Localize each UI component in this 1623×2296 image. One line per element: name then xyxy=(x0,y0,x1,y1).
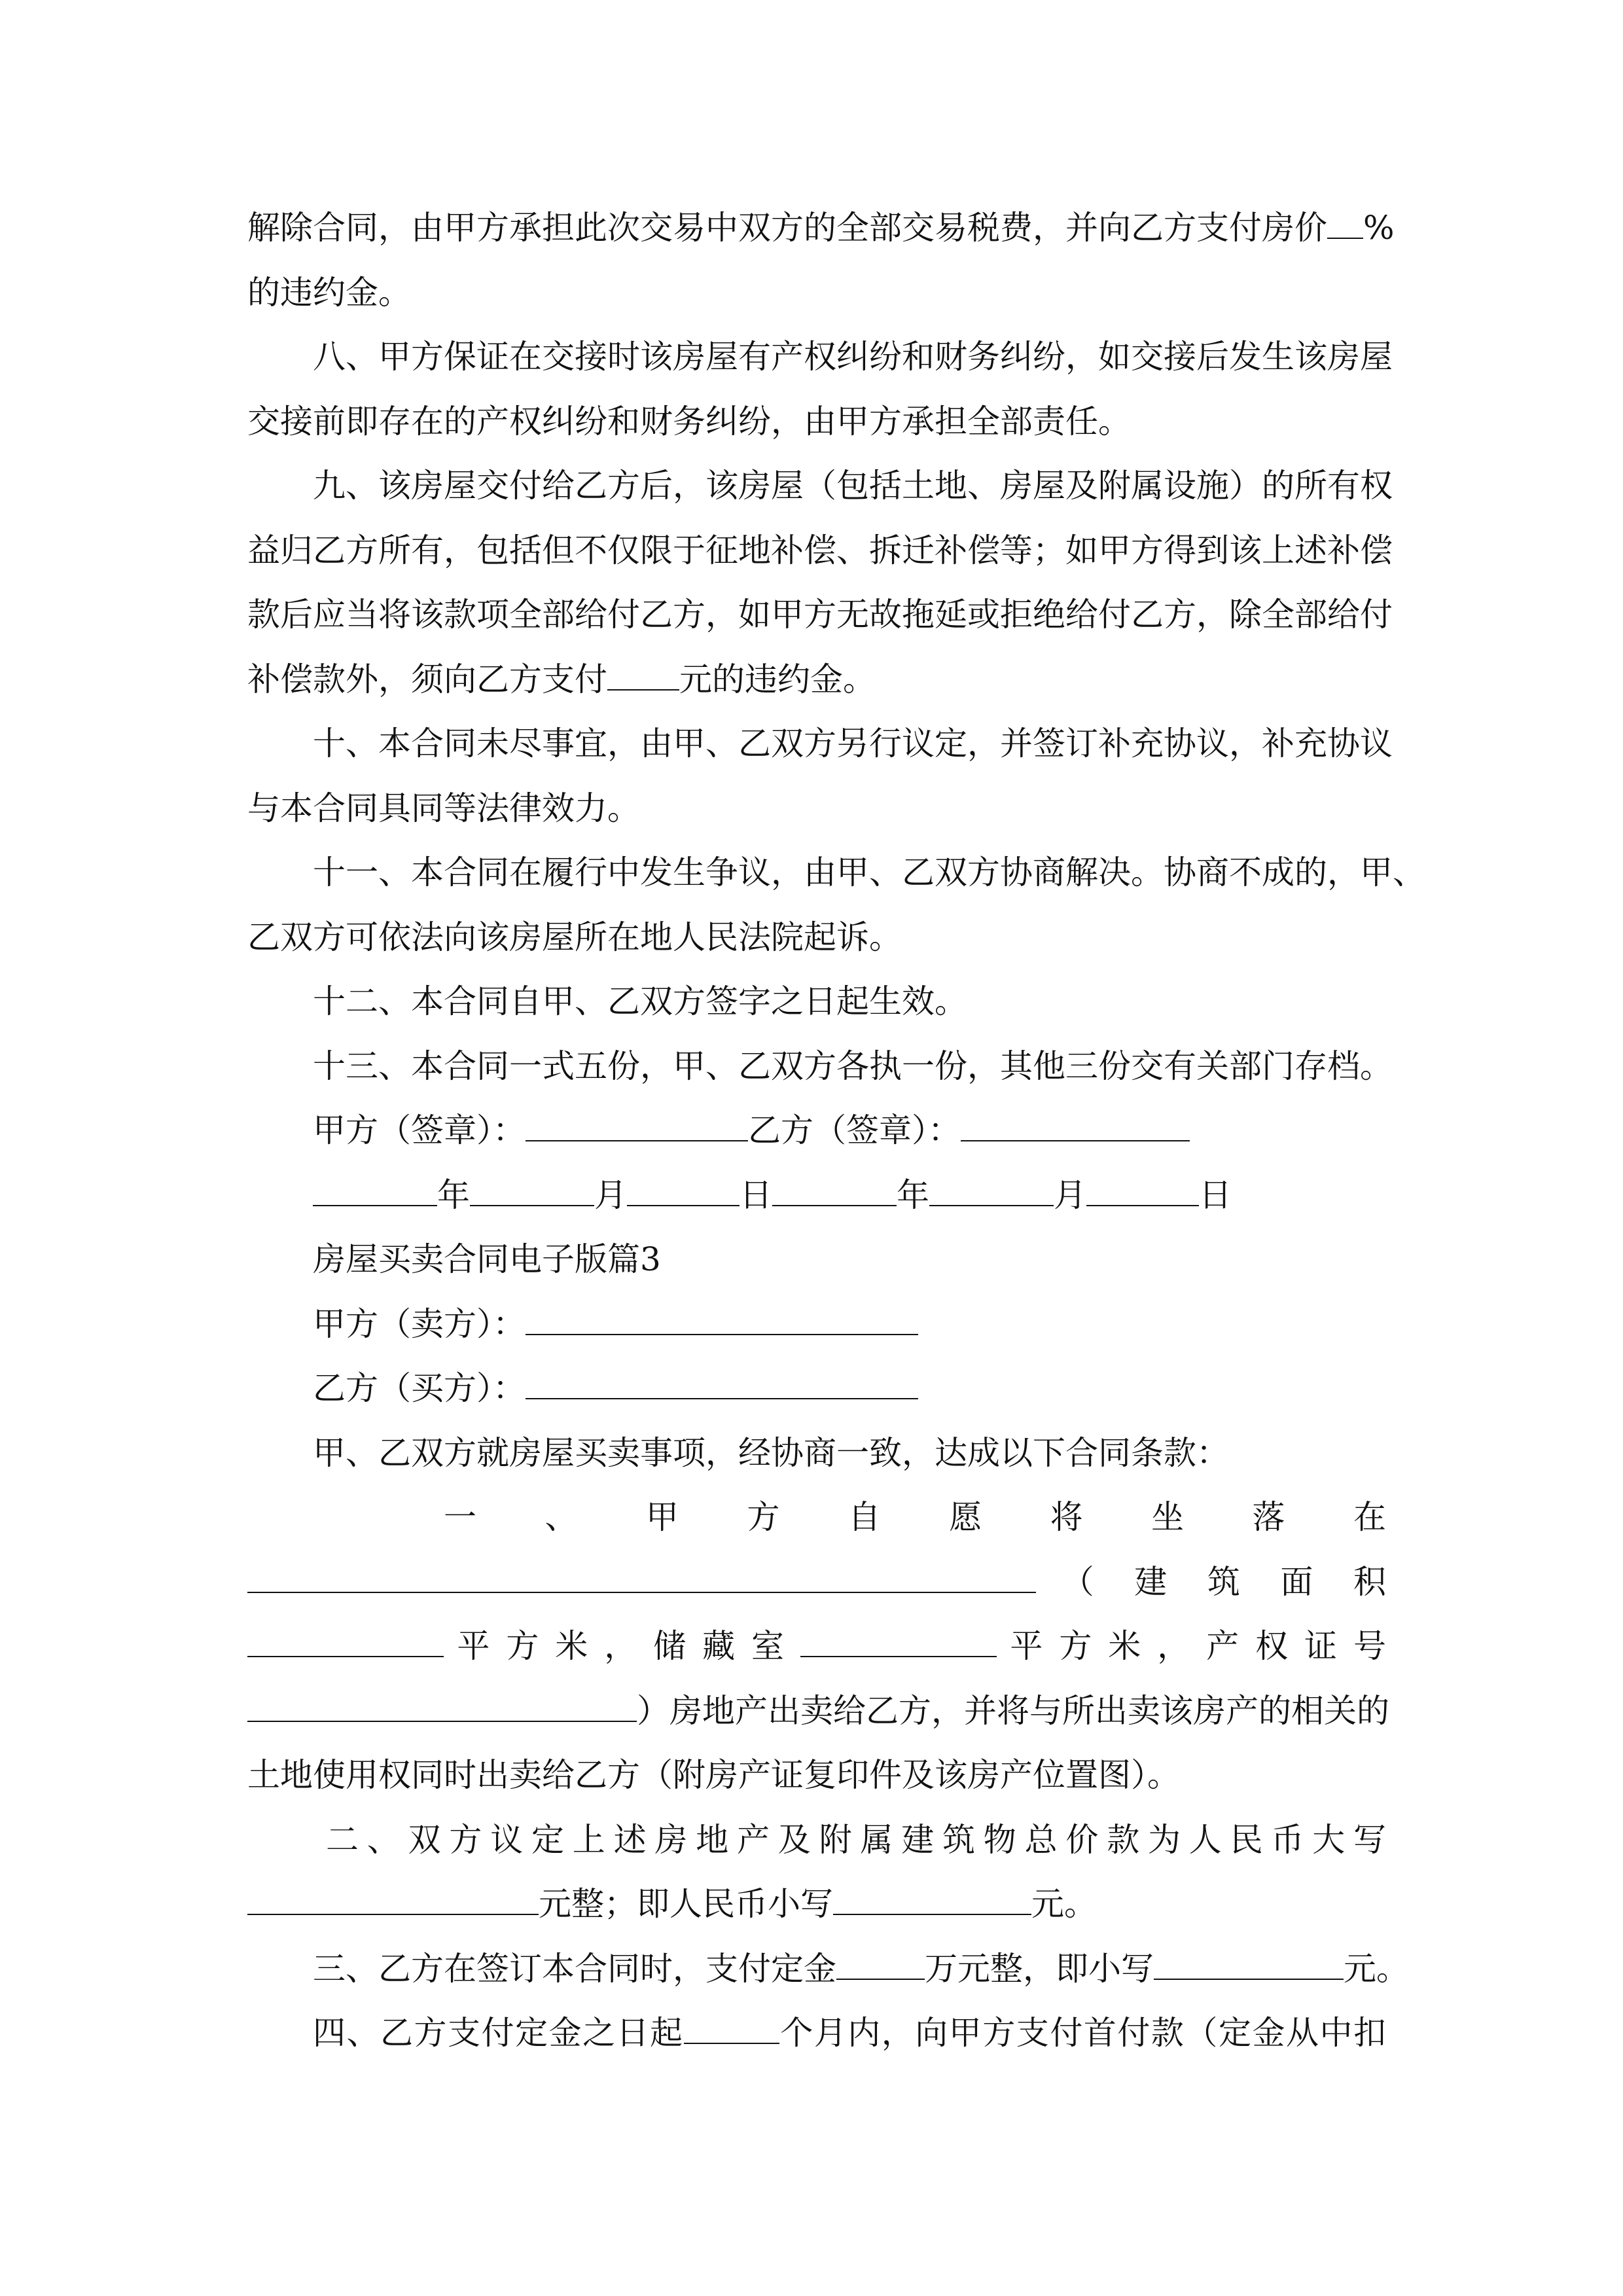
deposit-lowercase-field[interactable] xyxy=(1154,1938,1344,1980)
clause-11 xyxy=(247,840,1425,905)
text: 九、该房屋交付给乙方后，该房屋（包括土地、房屋及附属设施）的所有权 xyxy=(313,467,1393,505)
text: 与本合同具同等法律效力。 xyxy=(247,789,640,827)
text: 元的违约金。 xyxy=(679,660,876,698)
clause-12 xyxy=(247,969,1386,1034)
text: 一 、 甲 方 自 愿 将 坐 落 在 xyxy=(444,1498,1386,1536)
text: 十二、本合同自甲、乙双方签字之日起生效。 xyxy=(313,982,967,1020)
deposit-field[interactable] xyxy=(836,1938,925,1980)
year-field[interactable] xyxy=(313,1164,437,1206)
certificate-number-field[interactable] xyxy=(247,1680,637,1722)
text-line xyxy=(247,518,1393,583)
clause-3 xyxy=(247,1937,1409,2001)
text: 的违约金。 xyxy=(247,273,411,312)
text: 交接前即存在的产权纠纷和财务纠纷，由甲方承担全部责任。 xyxy=(247,402,1131,440)
location-field[interactable] xyxy=(247,1551,1036,1593)
seller-line xyxy=(247,1292,1386,1357)
text-line xyxy=(247,647,1386,712)
price-uppercase-field[interactable] xyxy=(247,1873,539,1915)
text-line xyxy=(247,905,1386,970)
text: 三、乙方在签订本合同时，支付定金 xyxy=(313,1949,836,1988)
party-b-label: 乙方（签章）： xyxy=(748,1111,961,1149)
day-field[interactable] xyxy=(627,1164,740,1206)
text: （ 建 筑 面 积 xyxy=(1061,1562,1386,1601)
year-field[interactable] xyxy=(772,1164,897,1206)
text: 年 xyxy=(897,1175,929,1214)
clause-10 xyxy=(247,711,1393,776)
storage-area-field[interactable] xyxy=(800,1615,997,1657)
text: 乙双方可依法向该房屋所在地人民法院起诉。 xyxy=(247,918,902,956)
text: 月 xyxy=(594,1175,627,1214)
text: 八、甲方保证在交接时该房屋有产权纠纷和财务纠纷，如交接后发生该房屋 xyxy=(313,338,1393,376)
text: 益归乙方所有，包括但不仅限于征地补偿、拆迁补偿等；如甲方得到该上述补偿 xyxy=(247,531,1393,569)
text-line xyxy=(247,1421,1386,1486)
text: 房屋买卖合同电子版篇3 xyxy=(313,1240,661,1278)
text: 土地使用权同时出卖给乙方（附房产证复印件及该房产位置图）。 xyxy=(247,1756,1180,1794)
contract-page xyxy=(247,196,1425,2066)
party-b-signature-field[interactable] xyxy=(961,1100,1190,1141)
text: 四、乙方支付定金之日起 xyxy=(313,2014,684,2052)
text: 补偿款外，须向乙方支付 xyxy=(247,660,607,698)
clause-2 xyxy=(247,1808,1386,1873)
month-field[interactable] xyxy=(470,1164,594,1206)
text: 日 xyxy=(1199,1175,1232,1214)
party-a-label: 甲方（签章）： xyxy=(313,1111,526,1149)
text: 甲方（卖方）： xyxy=(313,1304,526,1343)
text-line xyxy=(247,260,1386,325)
clause-13 xyxy=(247,1034,1393,1099)
text: 日 xyxy=(740,1175,772,1214)
text: 十、本合同未尽事宜，由甲、乙双方另行议定，并签订补充协议，补充协议 xyxy=(313,725,1393,762)
clause-1 xyxy=(247,1485,1386,1550)
text: 乙方（买方）： xyxy=(313,1369,526,1407)
months-field[interactable] xyxy=(684,2002,779,2044)
text: 款后应当将该款项全部给付乙方，如甲方无故拖延或拒绝给付乙方，除全部给付 xyxy=(247,596,1393,634)
text: 元。 xyxy=(1344,1949,1409,1988)
text-line xyxy=(247,776,1386,841)
text: ）房地产出卖给乙方，并将与所出卖该房产的相关的 xyxy=(637,1691,1389,1730)
text-line xyxy=(247,1679,1389,1744)
text-line xyxy=(247,1872,1386,1937)
party-a-signature-field[interactable] xyxy=(526,1100,748,1141)
buyer-line xyxy=(247,1356,1386,1421)
text: 二、双方议定上述房地产及附属建筑物总价款为人民币大写 xyxy=(326,1820,1386,1859)
text: 平 方 米 ， 储 藏 室 xyxy=(457,1627,787,1665)
text: 元整；即人民币小写 xyxy=(539,1885,833,1923)
text: 解除合同，由甲方承担此次交易中双方的全部交易税费，并向乙方支付房价 xyxy=(247,209,1327,247)
text: 甲、乙双方就房屋买卖事项，经协商一致，达成以下合同条款： xyxy=(313,1433,1229,1472)
clause-8 xyxy=(247,325,1393,389)
text-line xyxy=(247,196,1395,260)
clause-9 xyxy=(247,454,1393,518)
date-line xyxy=(247,1163,1386,1228)
blank-field[interactable] xyxy=(607,649,679,691)
text-line xyxy=(247,1550,1386,1615)
blank-field[interactable] xyxy=(1327,197,1363,239)
area-field[interactable] xyxy=(247,1615,444,1657)
month-field[interactable] xyxy=(929,1164,1054,1206)
text-line xyxy=(247,1614,1386,1679)
seller-field[interactable] xyxy=(526,1293,918,1335)
clause-4 xyxy=(247,2001,1386,2066)
text: % xyxy=(1363,209,1395,247)
text: 元。 xyxy=(1031,1885,1097,1923)
text: 月 xyxy=(1054,1175,1086,1214)
text: 年 xyxy=(437,1175,470,1214)
text: 十三、本合同一式五份，甲、乙双方各执一份，其他三份交有关部门存档。 xyxy=(313,1047,1393,1085)
text-line xyxy=(247,583,1393,647)
price-lowercase-field[interactable] xyxy=(833,1873,1031,1915)
text: 个月内，向甲方支付首付款（定金从中扣 xyxy=(779,2014,1387,2052)
section-title xyxy=(247,1227,1386,1292)
text: 十一、本合同在履行中发生争议，由甲、乙双方协商解决。协商不成的，甲、 xyxy=(313,853,1425,891)
buyer-field[interactable] xyxy=(526,1357,918,1399)
text-line xyxy=(247,389,1386,454)
text: 平 方 米 ， 产 权 证 号 xyxy=(1010,1627,1386,1665)
signature-line xyxy=(247,1098,1386,1163)
text: 万元整，即小写 xyxy=(925,1949,1154,1988)
text-line xyxy=(247,1743,1386,1808)
day-field[interactable] xyxy=(1086,1164,1199,1206)
